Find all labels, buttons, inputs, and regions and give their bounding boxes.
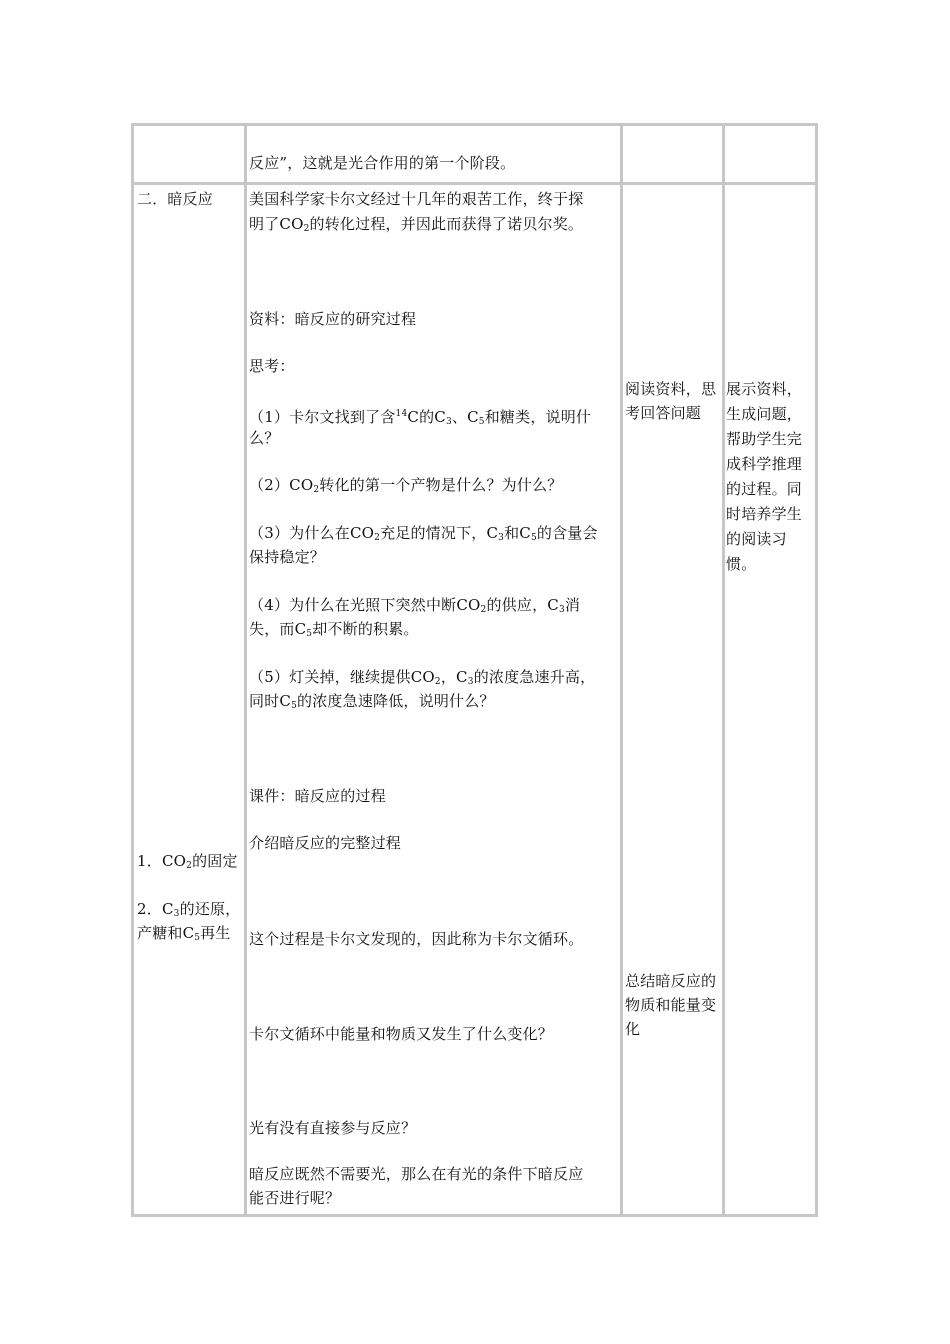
student-activity-2-line-3: 化 [625, 1020, 641, 1038]
column-divider-3 [722, 126, 725, 1214]
column-divider-1 [244, 126, 247, 1214]
step-c3-reduction-line1: 2．$C_3$的还原， [137, 900, 241, 919]
row-divider [134, 182, 815, 185]
question-4-line-1: （4）为什么在光照下突然中断$CO_2$的供应，$C_3$消 [249, 596, 581, 615]
courseware-heading: 课件：暗反应的过程 [249, 787, 386, 805]
design-intent-line-7: 的阅读习 [726, 530, 787, 548]
question-3-line-1: （3）为什么在$CO_2$充足的情况下，$C_3$和$C_5$的含量会 [249, 524, 598, 543]
design-intent-line-2: 生成问题， [726, 405, 803, 423]
energy-question: 卡尔文循环中能量和物质又发生了什么变化？ [249, 1025, 554, 1043]
section-title: 二．暗反应 [137, 190, 214, 208]
question-2: $(2)CO_2$转化的第一个产物是什么？为什么？ [249, 476, 563, 495]
material-heading: 资料：暗反应的研究过程 [249, 310, 417, 328]
question-4-line-2: 失，而$C_5$却不断的积累。 [249, 620, 419, 639]
design-intent-line-1: 展示资料， [726, 380, 803, 398]
question-5-line-1: （5）灯关掉，继续提供$CO_2$，$C_3$的浓度急速升高， [249, 668, 596, 687]
question-5-line-2: 同时$C_5$的浓度急速降低，说明什么？ [249, 692, 495, 711]
dark-reaction-question-line-1: 暗反应既然不需要光，那么在有光的条件下暗反应 [249, 1165, 584, 1183]
design-intent-line-4: 成科学推理 [726, 455, 803, 473]
step-co2-fixation: 1．$CO_2$的固定 [137, 852, 238, 871]
step-c3-reduction-line2: 产糖和$C_5$再生 [137, 924, 231, 943]
student-activity-2-line-1: 总结暗反应的 [625, 972, 717, 990]
student-activity-1-line-2: 考回答问题 [625, 404, 702, 422]
student-activity-2-line-2: 物质和能量变 [625, 996, 717, 1014]
light-question: 光有没有直接参与反应？ [249, 1119, 417, 1137]
design-intent-line-6: 时培养学生 [726, 505, 803, 523]
question-1-line-1: （1）卡尔文找到了含$^{14}$C的$C_3$、$C_5$和糖类，说明什 [249, 408, 592, 427]
question-3-line-2: 保持稳定？ [249, 548, 326, 566]
calvin-cycle-note: 这个过程是卡尔文发现的，因此称为卡尔文循环。 [249, 930, 584, 948]
intro-line-2: 明了$CO_2$的转化过程，并因此而获得了诺贝尔奖。 [249, 215, 584, 234]
think-heading: 思考： [249, 357, 295, 375]
introduce-process: 介绍暗反应的完整过程 [249, 834, 402, 852]
design-intent-line-8: 惯。 [726, 555, 757, 573]
intro-line-1: 美国科学家卡尔文经过十几年的艰苦工作，终于探 [249, 190, 584, 208]
row1-content-text: 反应”，这就是光合作用的第一个阶段。 [249, 154, 516, 172]
dark-reaction-question-line-2: 能否进行呢？ [249, 1189, 341, 1207]
student-activity-1-line-1: 阅读资料，思 [625, 380, 717, 398]
design-intent-line-5: 的过程。同 [726, 480, 803, 498]
column-divider-2 [620, 126, 623, 1214]
design-intent-line-3: 帮助学生完 [726, 430, 803, 448]
question-1-line-2: 么？ [249, 429, 280, 447]
